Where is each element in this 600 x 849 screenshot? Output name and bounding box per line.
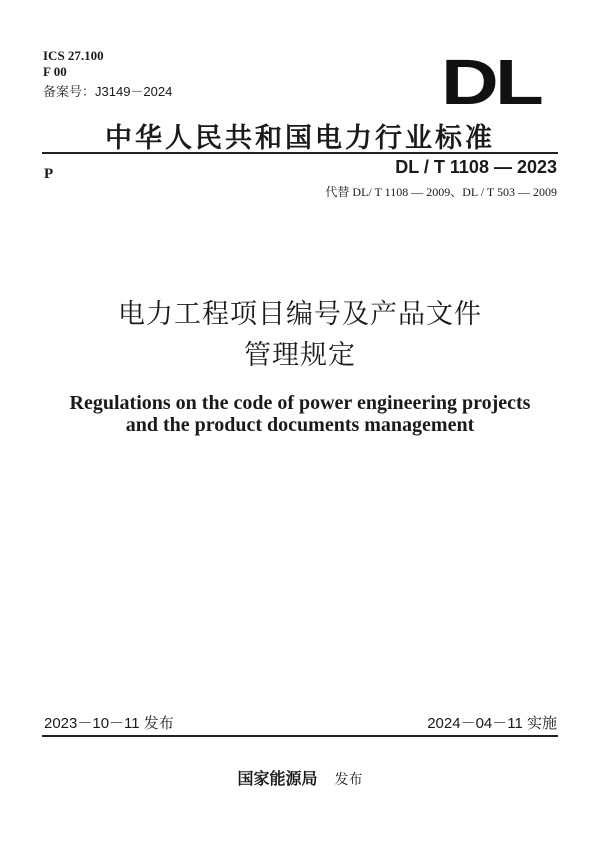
header-divider (42, 152, 558, 154)
issuer-action: 发布 (334, 772, 363, 788)
issuer-name: 国家能源局 (237, 769, 318, 788)
standard-title: 中华人民共和国电力行业标准 (105, 123, 495, 154)
document-title-cn-line2: 管理规定 (244, 340, 356, 371)
replaces-note: 代替 DL/ T 1108 — 2009、DL / T 503 — 2009 (325, 185, 557, 199)
ics-code: ICS 27.100 (43, 48, 104, 63)
issue-date: 2023－10－11 发布 (44, 715, 174, 732)
implementation-date: 2024－04－11 实施 (427, 715, 557, 732)
footer-divider (42, 735, 558, 737)
issuer-line (0, 766, 600, 789)
dl-logo: DL (441, 46, 541, 118)
classification-code: F 00 (43, 64, 67, 79)
standard-number: DL / T 1108 — 2023 (395, 157, 557, 177)
document-title-en-line2: and the product documents management (125, 414, 475, 436)
filing-number: 备案号：J3149－2024 (43, 84, 173, 99)
category-mark: P (44, 166, 54, 182)
document-title-cn-line1: 电力工程项目编号及产品文件 (118, 299, 482, 330)
document-title-en-line1: Regulations on the code of power engineering projects (69, 392, 531, 414)
